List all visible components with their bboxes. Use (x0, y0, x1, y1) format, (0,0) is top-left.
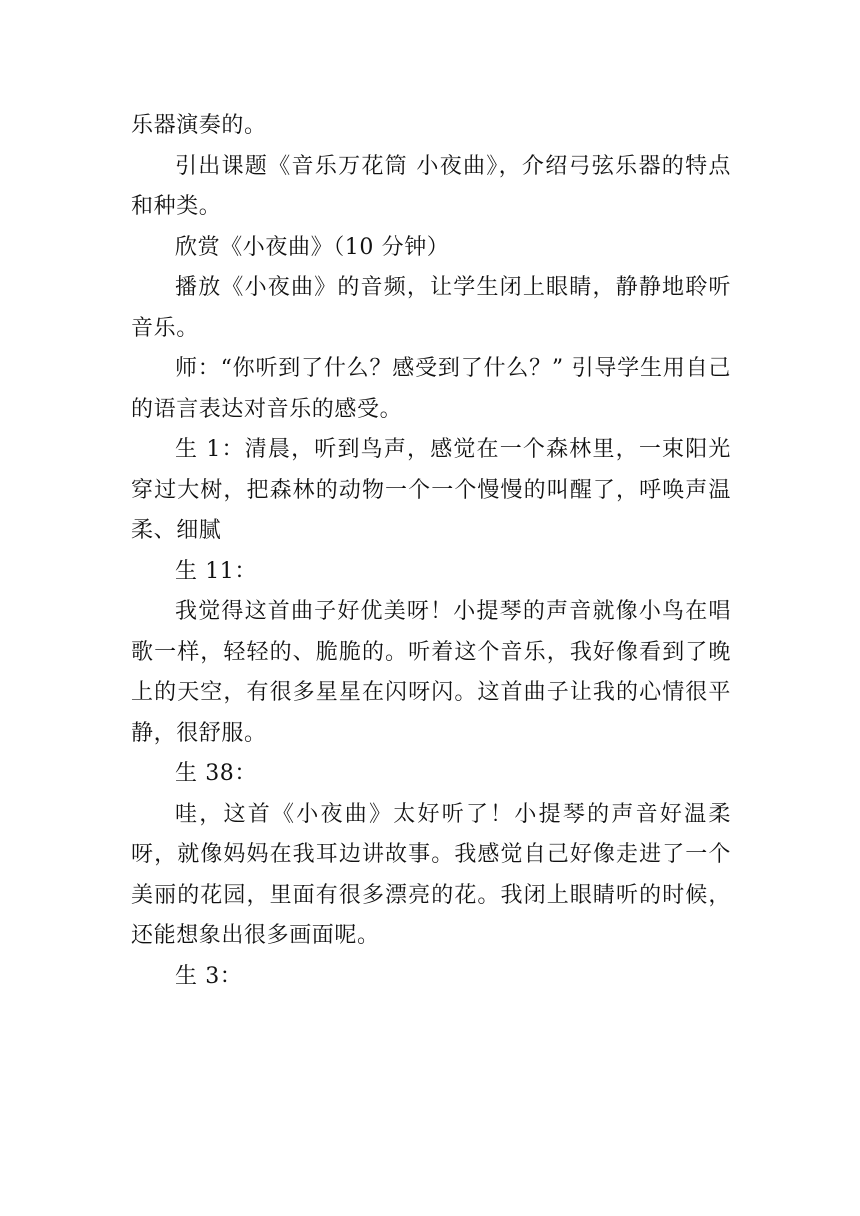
document-body (131, 106, 731, 997)
paragraph-teacher-question: 师：“你听到了什么？感受到了什么？” 引导学生用自己的语言表达对音乐的感受。 (131, 356, 731, 422)
paragraph-section-heading: 欣赏《小夜曲》（10 分钟） (175, 234, 450, 260)
paragraph-lesson-intro: 引出课题《音乐万花筒 小夜曲》，介绍弓弦乐器的特点和种类。 (131, 153, 731, 219)
paragraph-student-3-label: 生 3： (175, 963, 243, 989)
paragraph-student-38-label: 生 38： (175, 761, 257, 786)
paragraph-student-38-response: 哇，这首《小夜曲》太好听了！小提琴的声音好温柔呀，就像妈妈在我耳边讲故事。我感觉自己好像走进了一个美丽的花园，里面有很多漂亮的花。我闭上眼睛听的时候，还能想象出很多画面呢。 (131, 801, 731, 948)
paragraph-student-1: 生 1：清晨，听到鸟声，感觉在一个森林里，一束阳光穿过大树，把森林的动物一个一个慢慢的叫醒了，呼唤声温柔、细腻 (131, 437, 731, 543)
paragraph-continuation: 乐器演奏的。 (131, 113, 267, 138)
paragraph-student-11-response: 我觉得这首曲子好优美呀！小提琴的声音就像小鸟在唱歌一样，轻轻的、脆脆的。听着这个音乐，我好像看到了晚上的天空，有很多星星在闪呀闪。这首曲子让我的心情很平静，很舒服。 (131, 599, 731, 746)
paragraph-student-11-label: 生 11： (175, 558, 257, 584)
paragraph-play-audio: 播放《小夜曲》的音频，让学生闭上眼睛，静静地聆听音乐。 (131, 275, 731, 341)
